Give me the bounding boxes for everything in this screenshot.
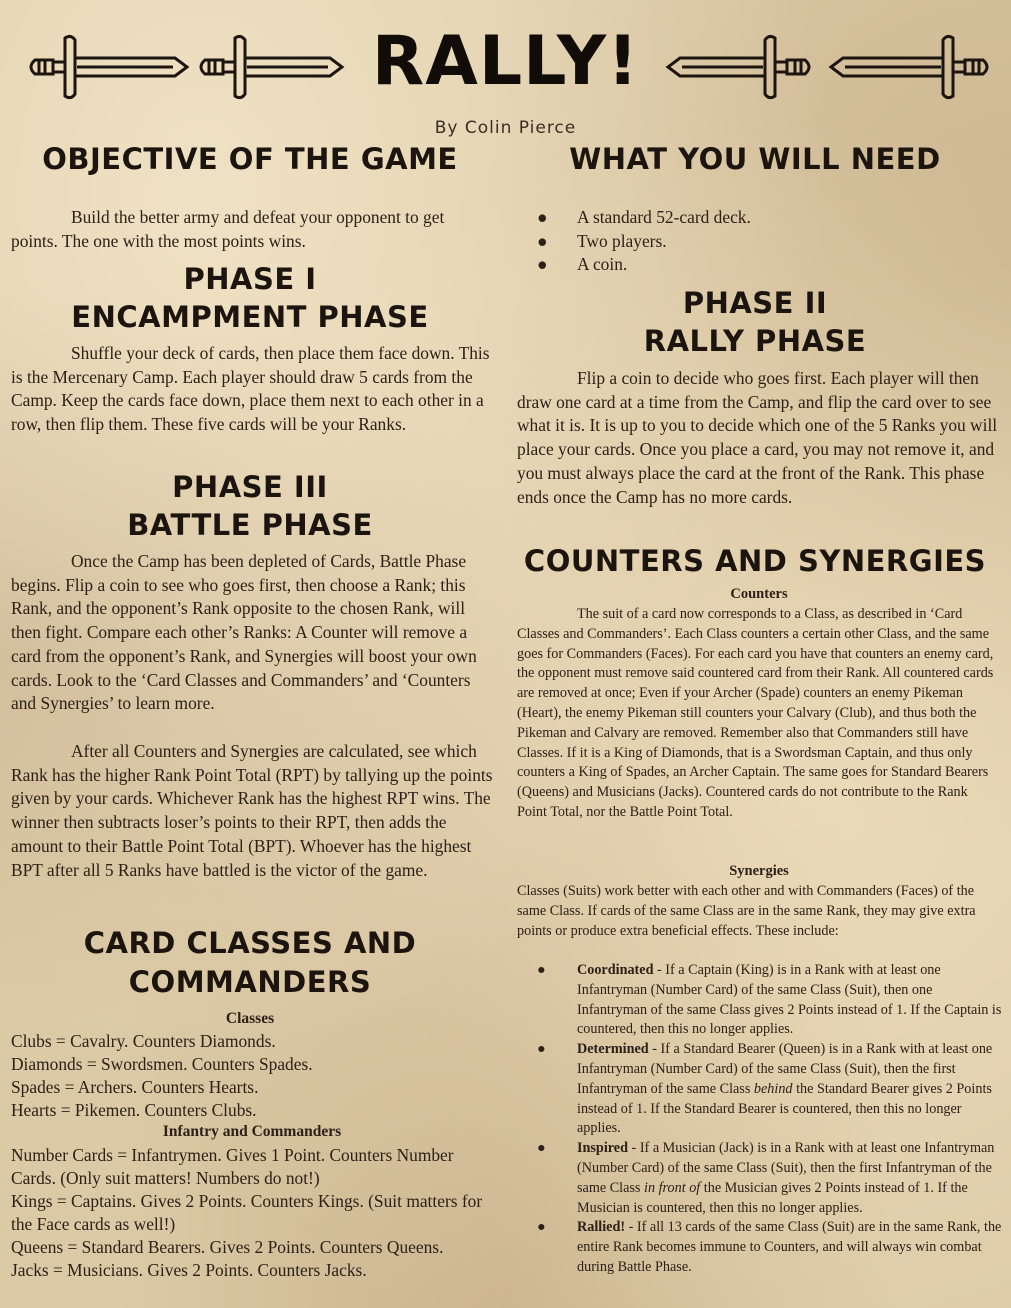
- list-item: [537, 253, 997, 277]
- list-item: [537, 206, 997, 230]
- synergy-text-rallied: - If all 13 cards of the same Class (Suit) are in the same Rank, the entire Rank becomes immune to Counters, and will always win combat during Battle Phase.: [577, 1219, 1002, 1275]
- phase3-text-2: After all Counters and Synergies are calculated, see which Rank has the higher Rank Point Total (RPT) by tallying up the points given by your cards. Whichever Rank has the highest RPT wins. The winner then subtracts loser’s points to their RPT, then adds the amount to their Battle Point Total (BPT). Whoever has the highest BPT after all 5 Ranks have battled is the victor of the game.: [11, 741, 493, 880]
- synergies-list: [537, 961, 1002, 1278]
- need-list: [537, 206, 997, 277]
- need-heading: WHAT YOU WILL NEED: [569, 142, 941, 176]
- infantry-subheading: Infantry and Commanders: [162, 1123, 342, 1140]
- synergies-subheading: Synergies: [729, 863, 789, 879]
- synergies-text: Classes (Suits) work better with each other and with Commanders (Faces) of the same Class. If cards of the same Class are in the same Rank, they may give extra points or produce extra beneficial effects. These include:: [517, 883, 976, 939]
- classes-subheading: Classes: [225, 1010, 275, 1027]
- bullet-icon: ●: [537, 207, 548, 227]
- infantry-line-jacks: Jacks = Musicians. Gives 2 Points. Counters Jacks.: [11, 1260, 367, 1280]
- infantry-line-kings: Kings = Captains. Gives 2 Points. Counters Kings. (Suit matters for the Face cards as well!): [11, 1191, 483, 1234]
- list-item: [537, 961, 1002, 1040]
- bullet-icon: ●: [537, 230, 548, 251]
- classes-heading-line2: COMMANDERS: [128, 965, 372, 999]
- phase2-heading-number: PHASE II: [682, 286, 828, 320]
- synergy-text-coordinated: - If a Captain (King) is in a Rank with at least one Infantryman (Number Card) of the same Class (Suit), then one Infantryman of the same Class gives 2 Points instead of 1. If the Captain is countered, then this no longer applies.: [577, 962, 1002, 1038]
- phase2-heading-title: RALLY PHASE: [643, 324, 867, 358]
- class-line-hearts: Hearts = Pikemen. Counters Clubs.: [11, 1100, 257, 1120]
- bullet-icon: ●: [537, 1140, 546, 1157]
- phase1-heading-number: PHASE I: [183, 262, 317, 296]
- phase3-text-1: Once the Camp has been depleted of Cards, Battle Phase begins. Flip a coin to see who goes first, then choose a Rank; this Rank, and the opponent’s Rank opposite to the chosen Rank, will then fight. Compare each other’s Ranks: A Counter will remove a card from the opponent’s Rank, and Synergies will boost your own cards. Look to the ‘Card Classes and Commanders’ and ‘Counters and Synergies’ to learn more.: [11, 551, 477, 714]
- class-line-diamonds: Diamonds = Swordsmen. Counters Spades.: [11, 1054, 313, 1074]
- bullet-icon: ●: [537, 1219, 546, 1236]
- list-item: [537, 1040, 1002, 1139]
- synergy-text-determined-em: behind: [753, 1080, 793, 1097]
- infantry-line-queens: Queens = Standard Bearers. Gives 2 Points. Counters Queens.: [11, 1237, 444, 1257]
- classes-heading-line1: CARD CLASSES AND: [83, 926, 417, 960]
- synergy-name-coordinated: Coordinated: [577, 962, 654, 978]
- phase2-text: Flip a coin to decide who goes first. Each player will then draw one card at a time from the Camp, and flip the card over to see what it is. It is up to you to decide which one of the 5 Ranks you will place your cards. Once you place a card, you may not remove it, and you must always place the card at the front of the Rank. This phase ends once the Camp has no more cards.: [517, 368, 998, 507]
- synergy-text-determined-post: the Standard Bearer gives 2 Points instead of 1. If the Standard Bearer is countered, then this no longer applies.: [577, 1080, 992, 1137]
- synergy-text-determined-pre: - If a Standard Bearer (Queen) is in a Rank with at least one Infantryman (Number Card) of the same Class (Suit), then the first Infantryman of the same Class: [577, 1041, 993, 1097]
- objective-heading: OBJECTIVE OF THE GAME: [42, 142, 458, 176]
- list-item: [537, 230, 997, 254]
- synergy-name-inspired: Inspired: [577, 1140, 628, 1157]
- need-item-players: Two players.: [577, 230, 667, 251]
- bullet-icon: ●: [537, 962, 546, 978]
- phase3-heading-number: PHASE III: [172, 470, 328, 504]
- need-item-deck: A standard 52-card deck.: [577, 207, 751, 227]
- synergy-name-rallied: Rallied!: [577, 1219, 626, 1236]
- synergy-text-inspired-em: in front of: [644, 1179, 701, 1196]
- phase1-heading-title: ENCAMPMENT PHASE: [71, 300, 429, 334]
- bullet-icon: ●: [537, 254, 548, 275]
- counters-heading: COUNTERS AND SYNERGIES: [523, 544, 987, 578]
- counters-text: The suit of a card now corresponds to a Class, as described in ‘Card Classes and Commanders’. Each Class counters a certain other Class, and the same goes for Commanders (Faces). For each card you have that counters an enemy card, the opponent must remove said countered card from their Rank. All countered cards are removed at once; Even if your Archer (Spade) counters an enemy Pikeman (Heart), the enemy Pikeman still counters your Calvary (Club), and thus both the Pikeman and Calvary are removed. Remember also that Commanders still have Classes. If it is a King of Diamonds, that is a Swordsman Captain, and thus only counters a King of Spades, an Archer Captain. The same goes for Standard Bearers (Queens) and Musicians (Jacks). Countered cards do not contribute to the Rank Point Total, nor the Battle Point Total.: [517, 606, 994, 820]
- synergy-text-inspired-post: the Musician gives 2 Points instead of 1. If the Musician is countered, then this no longer applies.: [577, 1179, 968, 1216]
- counters-subheading: Counters: [730, 586, 788, 602]
- document-title: RALLY!: [371, 22, 640, 101]
- list-item: [537, 1218, 1002, 1277]
- list-item: [537, 1139, 1002, 1218]
- synergy-text-inspired-pre: - If a Musician (Jack) is in a Rank with at least one Infantryman (Number Card) of the same Class (Suit), then the first Infantryman of the same Class: [577, 1140, 995, 1196]
- class-line-spades: Spades = Archers. Counters Hearts.: [11, 1077, 259, 1097]
- infantry-line-number-cards: Number Cards = Infantrymen. Gives 1 Point. Counters Number Cards. (Only suit matters! Numbers do not!): [11, 1145, 454, 1188]
- bullet-icon: ●: [537, 1041, 546, 1058]
- author-byline: By Colin Pierce: [434, 118, 577, 138]
- phase3-heading-title: BATTLE PHASE: [127, 508, 373, 542]
- need-item-coin: A coin.: [577, 254, 628, 275]
- objective-text: Build the better army and defeat your opponent to get points. The one with the most points wins.: [11, 207, 445, 251]
- class-line-clubs: Clubs = Cavalry. Counters Diamonds.: [11, 1031, 276, 1051]
- synergy-name-determined: Determined: [577, 1041, 649, 1058]
- phase1-text: Shuffle your deck of cards, then place them face down. This is the Mercenary Camp. Each player should draw 5 cards from the Camp. Keep the cards face down, place them next to each other in a row, then flip them. These five cards will be your Ranks.: [11, 343, 490, 435]
